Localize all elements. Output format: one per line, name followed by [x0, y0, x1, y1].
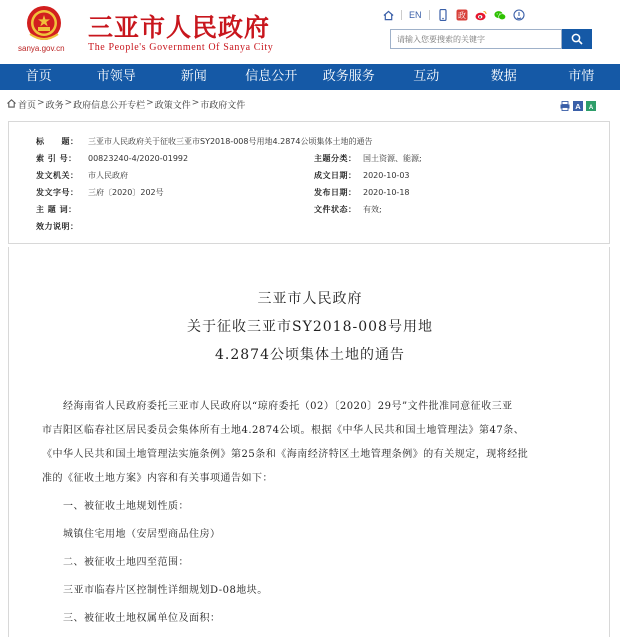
home-icon [7, 99, 16, 108]
site-header [0, 0, 620, 62]
divider [429, 10, 430, 20]
article-body [8, 247, 610, 637]
meta-published-value: 2020-10-18 [363, 188, 410, 197]
paragraph-line-4: 准的《征收土地方案》内容和有关事项通告如下： [42, 473, 273, 484]
nav-item-gov-services[interactable]: 政务服务 [322, 69, 375, 84]
meta-row-title [9, 133, 611, 150]
paragraph-line-3: 《中华人民共和国土地管理法实施条例》第25条和《海南经济特区土地管理条例》的有关规定，现将经批 [42, 449, 529, 460]
font-size-large-icon[interactable] [573, 101, 583, 111]
site-url: sanya.gov.cn [18, 44, 65, 53]
breadcrumb-item-government-affairs[interactable]: 政务 [45, 101, 64, 111]
meta-status-value: 有效; [363, 205, 382, 214]
nav-item-data[interactable]: 数据 [490, 69, 517, 84]
meta-issuer-label: 发文机关： [36, 171, 79, 180]
breadcrumb [18, 98, 245, 111]
nav-item-city-info[interactable]: 市情 [568, 69, 595, 84]
meta-title-value: 三亚市人民政府关于征收三亚市SY2018-008号用地4.2874公顷集体土地的通告 [88, 137, 373, 146]
section-2-heading: 二、被征收土地四至范围： [63, 557, 189, 568]
search-icon [571, 33, 583, 45]
home-icon[interactable] [382, 9, 394, 21]
nav-item-news[interactable]: 新闻 [180, 69, 207, 84]
article-title-line-1: 三亚市人民政府 [257, 291, 363, 307]
meta-index-label: 索 引 号： [36, 154, 77, 163]
section-1-heading: 一、被征收土地规划性质： [63, 501, 189, 512]
meta-keyword-label: 主 题 词： [36, 205, 77, 214]
mobile-icon[interactable] [437, 9, 449, 21]
document-meta-table [8, 121, 610, 244]
weibo-icon[interactable] [475, 9, 487, 21]
accessibility-icon[interactable] [513, 9, 525, 21]
breadcrumb-item-policy-documents[interactable]: 政策文件 [154, 101, 191, 111]
meta-docno-label: 发文字号： [36, 188, 79, 197]
search-button[interactable] [562, 29, 592, 49]
font-size-small-icon[interactable] [586, 101, 596, 111]
meta-index-value: 00823240-4/2020-01992 [88, 154, 189, 163]
meta-category-value: 国土资源、能源; [363, 154, 422, 163]
nav-item-leaders[interactable]: 市领导 [96, 69, 136, 84]
meta-row-validity [9, 218, 611, 235]
meta-row-index [9, 150, 611, 167]
svg-text:政: 政 [457, 11, 466, 20]
svg-text:A: A [588, 105, 594, 111]
nav-item-home[interactable]: 首页 [25, 69, 52, 84]
divider [401, 10, 402, 20]
breadcrumb-item-home[interactable]: 首页 [18, 101, 37, 111]
site-subtitle: The People's Government Of Sanya City [88, 42, 274, 53]
section-3-heading: 三、被征收土地权属单位及面积： [63, 613, 221, 624]
breadcrumb-bar [0, 94, 620, 114]
wechat-icon[interactable] [494, 9, 506, 21]
meta-issuer-value: 市人民政府 [88, 171, 128, 180]
meta-row-keyword [9, 201, 611, 218]
site-title[interactable]: 三亚市人民政府 [88, 13, 271, 42]
paragraph-line-2: 市吉阳区临春社区居民委员会集体所有土地4.2874公顷。根据《中华人民共和国土地管理法》第47条、 [42, 425, 525, 436]
top-toolbar [382, 8, 525, 22]
breadcrumb-separator: > [37, 98, 45, 108]
page-tools [560, 101, 596, 111]
print-icon[interactable] [560, 101, 570, 111]
svg-text:A: A [575, 102, 581, 111]
meta-row-issuer [9, 167, 611, 184]
meta-status-label: 文件状态： [314, 205, 357, 214]
meta-published-label: 发布日期： [314, 188, 357, 197]
government-app-icon[interactable] [456, 9, 468, 21]
meta-validity-label: 效力说明： [36, 222, 79, 231]
paragraph-line-1: 经海南省人民政府委托三亚市人民政府以“琼府委托（02）〔2020〕29号”文件批准同意征收三亚 [63, 401, 513, 412]
section-2-content: 三亚市临春片区控制性详细规划D-08地块。 [63, 585, 268, 596]
nav-item-info-disclosure[interactable]: 信息公开 [245, 69, 298, 84]
nav-item-interaction[interactable]: 互动 [413, 69, 440, 84]
article-title-line-2: 关于征收三亚市SY2018-008号用地 [187, 319, 433, 335]
article-title-line-3: 4.2874公顷集体土地的通告 [215, 347, 405, 363]
breadcrumb-separator: > [191, 98, 200, 108]
main-nav [0, 64, 620, 90]
meta-docno-value: 三府〔2020〕202号 [88, 188, 164, 197]
breadcrumb-separator: > [146, 98, 154, 108]
meta-title-label: 标 题： [36, 137, 79, 146]
meta-created-value: 2020-10-03 [363, 171, 410, 180]
breadcrumb-item-info-disclosure[interactable]: 政府信息公开专栏 [73, 101, 146, 111]
national-emblem-logo[interactable] [22, 4, 66, 44]
breadcrumb-separator: > [64, 98, 73, 108]
search-input[interactable] [390, 29, 562, 49]
meta-category-label: 主题分类： [314, 154, 357, 163]
breadcrumb-item-city-gov-documents[interactable]: 市政府文件 [200, 101, 246, 111]
section-1-content: 城镇住宅用地（安居型商品住房） [63, 529, 221, 540]
english-link[interactable]: EN [409, 10, 422, 20]
meta-row-docno [9, 184, 611, 201]
meta-created-label: 成文日期： [314, 171, 357, 180]
